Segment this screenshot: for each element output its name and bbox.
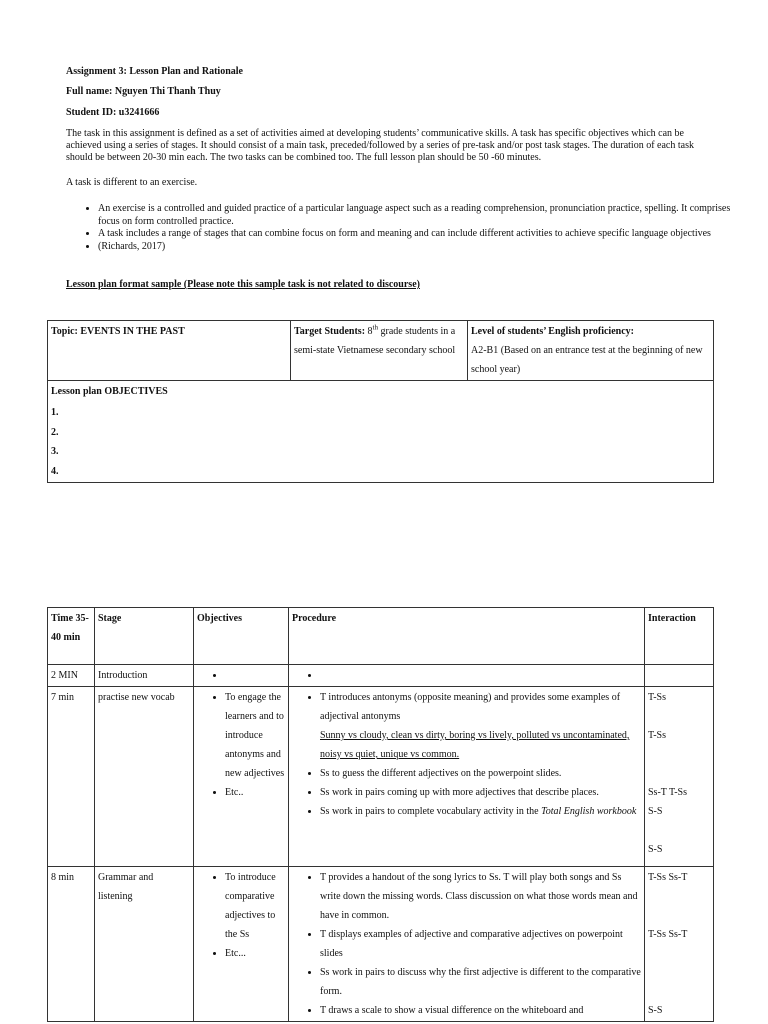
task-vs-exercise: A task is different to an exercise. bbox=[66, 177, 198, 188]
table-row-objectives: • To engage the learners and to introduce antonyms and new adjectives • Etc.. bbox=[194, 687, 289, 867]
table-row-objectives bbox=[194, 665, 289, 687]
procedure-table bbox=[47, 607, 714, 1022]
table-row-stage: Introduction bbox=[95, 665, 194, 687]
table-row-time: 7 min bbox=[48, 687, 95, 867]
table-row-procedure bbox=[289, 665, 645, 687]
header-interaction: Interaction bbox=[645, 608, 714, 665]
full-name: Full name: Nguyen Thi Thanh Thuy bbox=[66, 86, 221, 97]
list-item: • An exercise is a controlled and guided practice of a particular language aspect such as a reading comprehension, pronunciation practice, spelling. It comprises focus on form controlled practice. bbox=[98, 203, 738, 228]
topic-cell: Topic: EVENTS IN THE PAST bbox=[48, 321, 291, 381]
proficiency-cell: Level of students’ English proficiency: A2-B1 (Based on an entrance test at the beginning of new school year) bbox=[468, 321, 714, 381]
intro-paragraph: The task in this assignment is defined as a set of activities aimed at developing students’ communicative skills. A task has specific objectives which can be achieved using a series of stages. It should consist of a main task, preceded/followed by a series of pre-task and/or post task stages. The duration of each task should be between 20-30 min each. The two tasks can be combined too. The full lesson plan should be 50 -60 minutes. bbox=[66, 128, 694, 163]
list-item: • (Richards, 2017) bbox=[98, 241, 738, 254]
header-objectives: Objectives bbox=[194, 608, 289, 665]
student-id: Student ID: u3241666 bbox=[66, 107, 160, 118]
table-row-objectives: • To introduce comparative adjectives to the Ss • Etc... bbox=[194, 867, 289, 1022]
objectives-cell: Lesson plan OBJECTIVES 1. 2. 3. 4. bbox=[48, 381, 714, 483]
table-row-procedure: • T introduces antonyms (opposite meaning) and provides some examples of adjectival antonyms Sunny vs cloudy, clean vs dirty, boring vs lively, polluted vs uncontaminated, noisy vs quiet, unique vs common. • Ss to guess the different adjectives on the powerpoint slides. • Ss work in pairs coming up with more adjectives that describe places. • Ss work in pairs to complete vocabulary activity in the Total English workbook bbox=[289, 687, 645, 867]
table-row-stage: Grammar and listening bbox=[95, 867, 194, 1022]
list-item: • A task includes a range of stages that can combine focus on form and meaning and can include different activities to achieve specific language objectives bbox=[98, 228, 738, 241]
table-row-procedure: • T provides a handout of the song lyrics to Ss. T will play both songs and Ss write down the missing words. Class discussion on what those words mean and have in common. • T displays examples of adjective and comparative adjectives on powerpoint slides • Ss work in pairs to discuss why the first adjective is different to the comparative form. • T draws a scale to show a visual difference on the whiteboard and bbox=[289, 867, 645, 1022]
table-row-stage: practise new vocab bbox=[95, 687, 194, 867]
table-row-interaction bbox=[645, 665, 714, 687]
lesson-info-table bbox=[47, 320, 714, 483]
format-sample-heading: Lesson plan format sample (Please note this sample task is not related to discourse) bbox=[66, 279, 420, 290]
table-row-interaction: T-Ss Ss-T T-Ss Ss-T S-S bbox=[645, 867, 714, 1022]
target-students-cell: Target Students: 8th grade students in a semi-state Vietnamese secondary school bbox=[291, 321, 468, 381]
header-time: Time 35-40 min bbox=[48, 608, 95, 665]
header-procedure: Procedure bbox=[289, 608, 645, 665]
table-row-time: 2 MIN bbox=[48, 665, 95, 687]
bullet-list bbox=[66, 203, 738, 253]
assignment-title: Assignment 3: Lesson Plan and Rationale bbox=[66, 66, 243, 77]
table-row-time: 8 min bbox=[48, 867, 95, 1022]
table-row-interaction: T-Ss T-Ss Ss-T T-Ss S-S S-S bbox=[645, 687, 714, 867]
header-stage: Stage bbox=[95, 608, 194, 665]
